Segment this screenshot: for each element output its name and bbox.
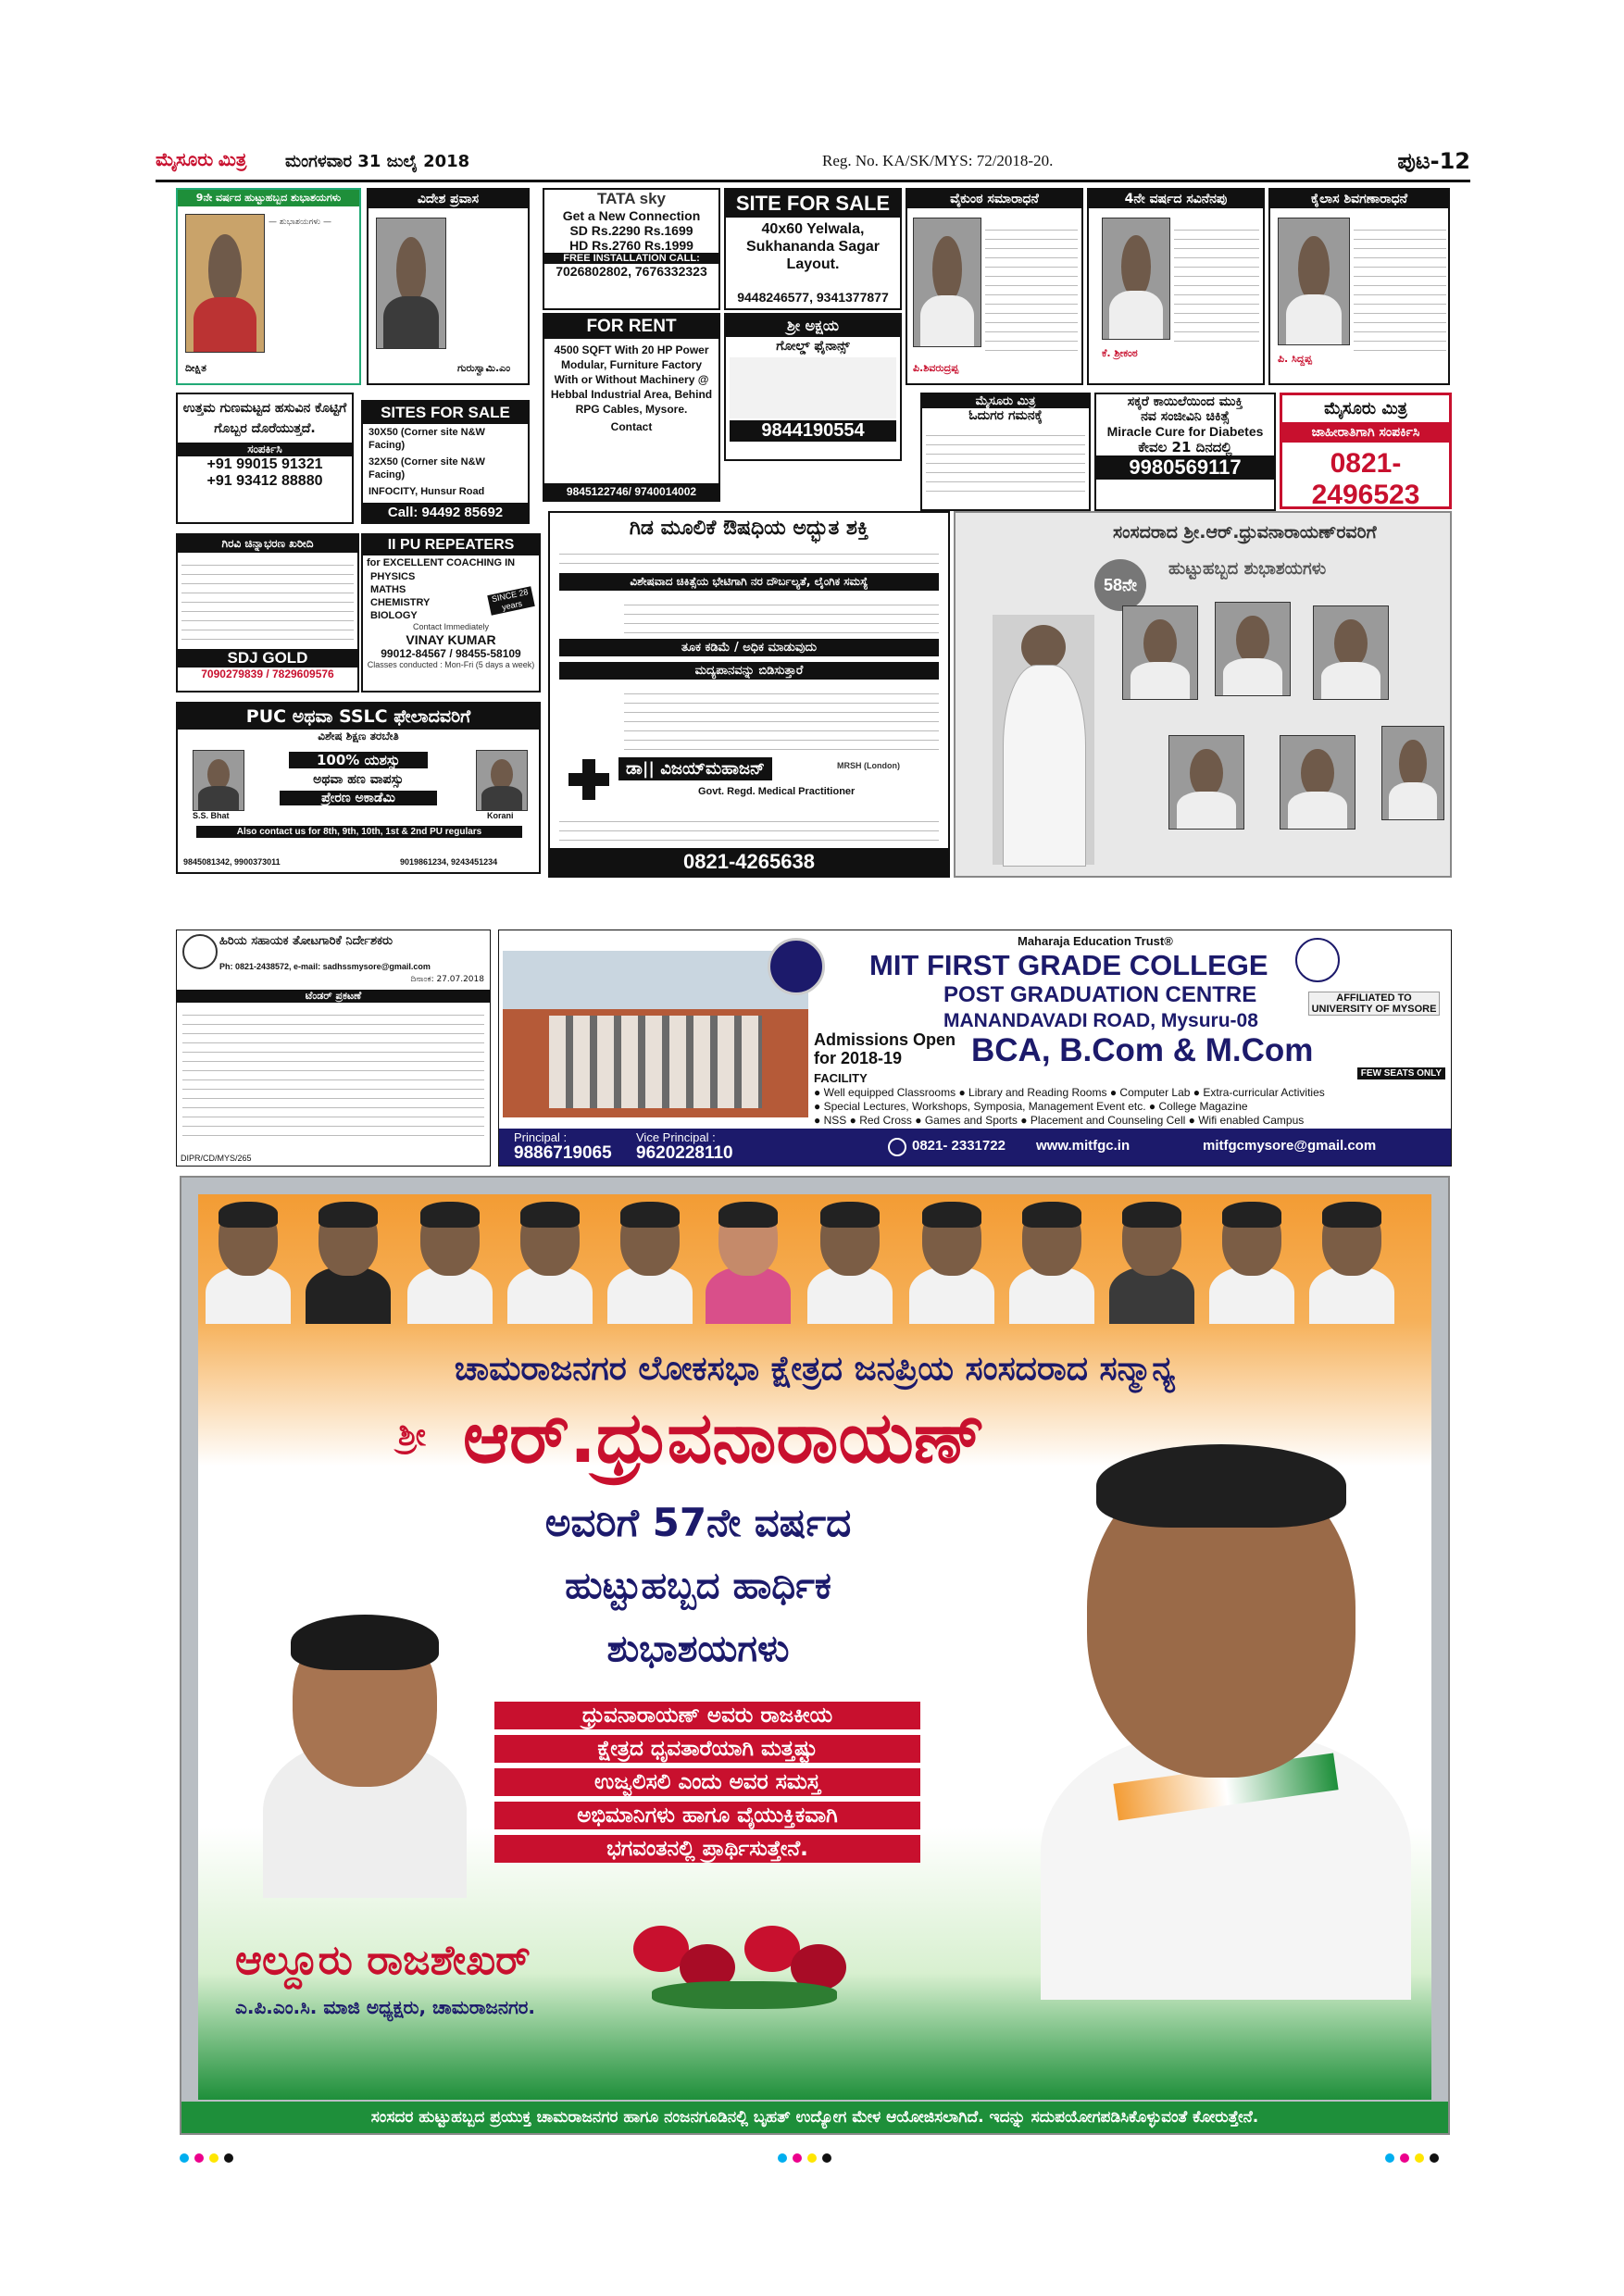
leader-photo [506,1194,594,1324]
ads-phone: 0821-2496523 [1311,448,1420,509]
rent-contact: Contact [610,420,653,433]
birthday-name: ದೀಕ್ಷಿತ [185,362,206,374]
leader-photo [1107,1194,1196,1324]
doctor-block [559,754,939,809]
doctor-name: ಡಾ|| ವಿಜಯ್‌ಮಹಾಜನ್ [618,757,772,780]
advertise-contact-ad [1280,393,1452,509]
diabetes-en: Miracle Cure for Diabetes [1106,424,1264,439]
tatasky-brand: TATA sky [597,190,666,207]
memorial-2-photo [1102,218,1170,340]
subject-item: BIOLOGY [370,610,418,621]
herbal-list-2 [624,685,939,750]
emblem-icon [182,934,218,969]
leader-photo [1207,1194,1296,1324]
abroad-title: ವಿದೇಶ ಪ್ರವಾಸ [369,190,528,208]
memorial-3-photo [1278,218,1350,345]
facility-item: ● Red Cross [849,1114,912,1127]
child-photo [185,214,265,353]
herbal-title: ಗಿಡ ಮೂಲಿಕೆ ಔಷಧಿಯ ಅದ್ಭುತ ಶಕ್ತಿ [629,517,869,540]
college-website[interactable]: www.mitfgc.in [1036,1138,1131,1154]
cross-icon [568,759,609,800]
tender-code: DIPR/CD/MYS/265 [181,1154,252,1163]
repeaters-note: Classes conducted : Mon-Fri (5 days a week) [367,660,535,669]
yellow-dot [807,2153,817,2163]
puc-academy: ಪ್ರೇರಣ ಅಕಾಡೆಮಿ [280,791,437,805]
leader-photo [806,1194,894,1324]
rent-body: 4500 SQFT With 20 HP Power Modular, Furniture Factory With or Without Machinery @ Hebbal Industrial Area, Behind RPG Cables, Mysore. [550,343,713,416]
puc-phones-1: 9845081342, 9900373011 [183,857,281,867]
memorial-ad-3 [1268,188,1450,385]
facility-item: ● Wifi enabled Campus [1188,1114,1305,1127]
leader-photo [704,1194,793,1324]
mit-name: MIT FIRST GRADE COLLEGE [869,949,1268,981]
sender-title: ಎ.ಪಿ.ಎಂ.ಸಿ. ಮಾಜಿ ಅಧ್ಯಕ್ಷರು, ಚಾಮರಾಜನಗರ. [235,1996,535,2018]
diabetes-phone: 9980569117 [1096,455,1274,480]
issue-date: ಮಂಗಳವಾರ 31 ಜುಲೈ 2018 [285,152,470,171]
met-logo-icon [1295,938,1340,982]
puc-sub: ವಿಶೇಷ ಶಿಕ್ಷಣ ತರಬೇತಿ [318,730,399,742]
leader-photo [907,1194,996,1324]
college-building-photo [503,951,808,1117]
abroad-ad [367,188,530,385]
puc-percent: 100% ಯಶಸ್ಸು [289,752,428,768]
leader-photo [1307,1194,1396,1324]
manure-contact: ಸಂಪರ್ಕಿಸಿ [178,443,352,456]
memorial-1-text [985,221,1078,351]
tatasky-free: FREE INSTALLATION CALL: [544,253,718,264]
manure-text: ಉತ್ತಮ ಗುಣಮಟ್ಟದ ಹಸುವಿನ ಕೊಟ್ಟಿಗೆ ಗೊಬ್ಬರ ದೊರೆಯುತ್ತದೆ. [182,401,347,436]
principal-phone: 9886719065 [514,1143,612,1163]
herbal-item: ತೂಕ ಕಡಿಮೆ / ಅಧಿಕ ಮಾಡುವುದು [559,639,939,656]
puc-contact: Also contact us for 8th, 9th, 10th, 1st & 2nd PU regulars [196,826,522,838]
mp-badge: 58ನೇ [1094,559,1146,611]
puc-coaching-ad [176,702,541,874]
tender-title: ಹಿರಿಯ ಸಹಾಯಕ ತೋಟಗಾರಿಕೆ ನಿರ್ದೇಶಕರು [219,934,393,948]
repeaters-sub: for EXCELLENT COACHING IN [367,557,516,568]
cyan-dot [778,2153,787,2163]
phone-icon [888,1138,906,1156]
tender-date: ದಿನಾಂಕ: 27.07.2018 [410,975,484,984]
sender-photo [244,1602,485,1898]
black-dot [224,2153,233,2163]
tender-body [182,1006,484,1143]
mit-trust: Maharaja Education Trust® [1018,934,1173,948]
wish-lines [494,1702,920,1868]
rent-ad [543,313,720,502]
mit-affiliation: AFFILIATED TO UNIVERSITY OF MYSORE [1308,992,1440,1016]
page-header [156,148,1470,178]
mit-few-seats: FEW SEATS ONLY [1357,1067,1445,1079]
page-number: ಪುಟ-12 [1397,148,1470,174]
leader-photo [1280,735,1355,830]
sdj-gold-ad [176,533,359,693]
banner-line-4: ಹುಟ್ಟುಹಬ್ಬದ ಹಾರ್ಧಿಕ [565,1565,831,1607]
memorial-ad-1 [906,188,1083,385]
leader-photo [1122,605,1198,700]
facility-item: ● Library and Reading Rooms [958,1086,1107,1099]
manure-ad [176,393,354,524]
header-rule [156,180,1470,182]
subject-item: CHEMISTRY [370,597,431,608]
birthday-ad [176,188,361,385]
black-dot [822,2153,831,2163]
facility-item: ● Computer Lab [1109,1086,1191,1099]
mitra-notice [920,393,1091,511]
leader-photo [1381,726,1444,820]
memorial-1-title: ವೈಕುಂಠ ಸಮಾರಾಧನೆ [907,190,1081,208]
notice-title: ಓದುಗರ ಗಮನಕ್ಕೆ [968,408,1043,423]
mp-title: ಸಂಸದರಾದ ಶ್ರೀ.ಆರ್.ಧ್ರುವನಾರಾಯಣ್‌ರವರಿಗೆ [1113,522,1377,543]
cyan-dot [180,2153,189,2163]
diabetes-ad [1094,393,1276,511]
tender-ph: Ph: 0821-2438572, e-mail: sadhssmysore@gmail.com [219,962,431,971]
memorial-ad-2 [1087,188,1265,385]
diabetes-sub: ನವ ಸಂಜೀವಿನಿ ಚಿಕಿತ್ಸೆ [1141,409,1230,424]
gold-finance-ad [724,313,902,461]
teacher-photo-left [193,750,244,811]
tatasky-phones: 7026802802, 7676332323 [556,264,707,279]
principal-label: Principal : [514,1130,568,1144]
sites-title: SITES FOR SALE [363,402,528,424]
leader-photo [204,1194,293,1324]
leader-photo [1168,735,1244,830]
memorial-2-name: ಕೆ. ಶ್ರೀಕಂಠ [1102,347,1138,359]
ads-title: ಜಾಹೀರಾತಿಗಾಗಿ ಸಂಪರ್ಕಿಸಿ [1282,422,1449,443]
vice-principal-label: Vice Principal : [636,1130,716,1144]
herbal-item: ಮದ್ಯಪಾನವನ್ನು ಬಿಡಿಸುತ್ತಾರೆ [559,662,939,680]
wish-line: ಕ್ಷೇತ್ರದ ಧೃವತಾರೆಯಾಗಿ ಮತ್ತಷ್ಟು [494,1735,920,1763]
sites-line-3: INFOCITY, Hunsur Road [369,486,485,497]
sdj-body [181,556,354,645]
birthday-text: — ಶುಭಾಶಯಗಳು — [269,218,332,227]
memorial-2-text [1174,221,1259,342]
sites-call: Call: 94492 85692 [363,503,528,522]
gold-sub: ಗೋಲ್ಡ್ ಫೈನಾನ್ಸ್ [776,339,850,354]
repeaters-ad [361,533,541,693]
repeaters-contact: Contact Immediately [412,622,490,631]
rent-phones: 9845122746/ 9740014002 [544,483,718,500]
tatasky-hd: HD Rs.2760 Rs.1999 [569,238,693,253]
tatasky-line1: Get a New Connection [562,208,701,223]
wish-line: ಉಜ್ವಲಿಸಲಿ ಎಂದು ಅವರ ಸಮಸ್ತ [494,1768,920,1796]
mp-subtitle: ಹುಟ್ಟುಹಬ್ಬದ ಶುಭಾಶಯಗಳು [1168,559,1327,579]
repeaters-phones: 99012-84567 / 98455-58109 [381,647,521,660]
banner-line-1: ಚಾಮರಾಜನಗರ ಲೋಕಸಭಾ ಕ್ಷೇತ್ರದ ಜನಪ್ರಿಯ ಸಂಸದರಾದ ಸನ್ಮಾನ್ಯ [454,1350,1176,1388]
diabetes-days: ಕೇವಲ 21 ದಿನದಲ್ಲಿ [1138,439,1232,455]
facility-item: ● Placement and Counseling Cell [1020,1114,1186,1127]
facility-item: ● Special Lectures, Workshops, Symposia, Management Event etc. [814,1100,1146,1113]
magenta-dot [793,2153,802,2163]
roses-image [624,1916,865,2028]
teacher-name-right: Korani [487,811,514,820]
notice-body [926,427,1085,492]
mit-facilities [814,1086,1443,1128]
sites-line-1: 30X50 (Corner site N&W Facing) [369,427,485,451]
magenta-dot [1400,2153,1409,2163]
leader-photo [1007,1194,1096,1324]
college-email[interactable]: mitfgcmysore@gmail.com [1203,1138,1377,1154]
facility-item: ● College Magazine [1148,1100,1248,1113]
herbal-phone: 0821-4265638 [550,848,948,876]
gold-desc [730,357,896,418]
gold-title: ಶ್ರೀ ಅಕ್ಷಯ [726,315,900,337]
memorial-3-title: ಕೈಲಾಸ ಶಿವಗಣಾರಾಧನೆ [1270,190,1448,208]
mit-admissions: Admissions Open for 2018-19 [814,1030,956,1067]
sites-line-2: 32X50 (Corner site N&W Facing) [369,456,485,480]
repeaters-name: VINAY KUMAR [406,632,496,647]
black-dot [1430,2153,1439,2163]
memorial-1-photo [913,218,981,347]
tatasky-sd: SD Rs.2290 Rs.1699 [569,223,693,238]
memorial-3-name: ಪಿ. ಸಿದ್ದಪ್ಪ [1278,353,1312,365]
gold-phone: 9844190554 [730,420,896,442]
doctor-reg: Govt. Regd. Medical Practitioner [698,786,856,797]
puc-or: ಅಥವಾ ಹಣ ವಾಪಸ್ಸು [313,772,404,787]
puc-title: PUC ಅಥವಾ SSLC ಫೇಲಾದವರಿಗೆ [178,704,539,730]
facility-item: ● Extra-curricular Activities [1193,1086,1325,1099]
wish-line: ಧ್ರುವನಾರಾಯಣ್ ಅವರು ರಾಜಕೀಯ [494,1702,920,1729]
magenta-dot [194,2153,204,2163]
banner-inner [198,1194,1431,2100]
banner-sri: ಶ್ರೀ [398,1416,426,1454]
banner-line-3: ಅವರಿಗೆ 57ನೇ ವರ್ಷದ [544,1500,852,1545]
wish-line: ಅಭಿಮಾನಿಗಳು ಹಾಗೂ ವೈಯುಕ್ತಿಕವಾಗಿ [494,1802,920,1829]
cyan-dot [1385,2153,1394,2163]
mit-logo-icon [768,938,825,995]
repeaters-title: II PU REPEATERS [363,535,539,555]
sender-name: ಆಲ್ದೂರು ರಾಜಶೇಖರ್ [235,1937,531,1984]
mit-footer-bar [499,1129,1451,1166]
sites-sale-ad [361,400,530,524]
site-sale-title: SITE FOR SALE [726,190,900,218]
facility-item: ● Well equipped Classrooms [814,1086,956,1099]
sdj-brand: SDJ GOLD [178,649,357,668]
teacher-name-left: S.S. Bhat [193,811,230,820]
yellow-dot [1415,2153,1424,2163]
since-badge: SINCE 28 years [487,586,535,615]
facility-item: ● Games and Sports [915,1114,1018,1127]
site-sale-phones: 9448246577, 9341377877 [737,290,889,305]
abroad-name: ಗುರುಸ್ವಾಮಿ.ಎಂ [457,362,511,374]
manure-phone-1: +91 99015 91321 [206,456,323,472]
notice-masthead: ಮೈಸೂರು ಮಿತ್ರ [922,394,1089,408]
banner-footer: ಸಂಸದರ ಹುಟ್ಟುಹಬ್ಬದ ಪ್ರಯುಕ್ತ ಚಾಮರಾಜನಗರ ಹಾಗೂ ನಂಜನಗೂಡಿನಲ್ಲಿ ಬೃಹತ್ ಉದ್ಯೋಗ ಮೇಳ ಆಯೋಜಿಸಲಾಗಿದೆ. ಇದನ್ನು ಸದುಪಯೋಗಪಡಿಸಿಕೊಳ್ಳುವಂತೆ ಕೋರುತ್ತೇನೆ. [181,2102,1448,2133]
yellow-dot [209,2153,219,2163]
birthday-banner [180,1176,1450,2135]
mit-pg: POST GRADUATION CENTRE [943,982,1257,1007]
leader-photo [1215,602,1291,696]
sdj-phones: 7090279839 / 7829609576 [201,668,334,680]
subject-item: PHYSICS [370,571,416,582]
subject-item: MATHS [370,584,406,595]
memorial-1-name: ಪಿ.ಶಿವರುದ್ರಪ್ಪ [913,362,959,374]
herbal-address [559,813,939,841]
herbal-intro [559,545,939,568]
teacher-photo-right [476,750,528,811]
sdj-title: ಗಿರವಿ ಚಿನ್ನಾಭರಣ ಖರೀದಿ [178,535,357,553]
leader-photo [304,1194,393,1324]
mp-standing-photo [993,615,1094,865]
mit-address: MANANDAVADI ROAD, Mysuru-08 [943,1010,1258,1031]
leaders-photo-row [204,1194,1431,1324]
registration-number: Reg. No. KA/SK/MYS: 72/2018-20. [822,152,1054,169]
rent-title: FOR RENT [544,315,718,339]
herbal-list [624,596,939,633]
herbal-medicine-ad [548,511,950,878]
vice-principal-phone: 9620228110 [636,1143,733,1163]
tatasky-ad [543,188,720,310]
doctor-degree: MRSH (London) [837,761,900,770]
mp-birthday-ad [954,511,1452,878]
leader-photo [1313,605,1389,700]
tender-notice-label: ಟೆಂಡರ್ ಪ್ರಕಟಣೆ [177,990,490,1003]
memorial-2-title: 4ನೇ ವರ್ಷದ ಸವಿನೆನಪು [1089,190,1263,208]
mit-facility-label: FACILITY [814,1071,868,1085]
banner-line-5: ಶುಭಾಶಯಗಳು [606,1628,790,1670]
mp-photo [1013,1426,1430,2000]
memorial-3-text [1354,221,1446,351]
manure-phone-2: +91 93412 88880 [206,473,323,489]
leader-photo [406,1194,494,1324]
masthead: ಮೈಸೂರು ಮಿತ್ರ [156,150,247,170]
banner-name: ಆರ್.ಧ್ರುವನಾರಾಯಣ್ [463,1396,985,1479]
site-sale-body: 40x60 Yelwala, Sukhananda Sagar Layout. [745,221,881,272]
birthday-title: 9ನೇ ವರ್ಷದ ಹುಟ್ಟುಹಬ್ಬದ ಶುಭಾಶಯಗಳು [178,190,359,206]
mit-courses: BCA, B.Com & M.Com [971,1032,1314,1068]
person-photo [376,218,446,349]
ads-masthead: ಮೈಸೂರು ಮಿತ್ರ [1324,399,1407,418]
leader-photo [606,1194,694,1324]
site-sale-ad [724,188,902,310]
puc-phones-2: 9019861234, 9243451234 [400,857,498,867]
mit-college-ad [498,930,1452,1167]
herbal-item: ವಿಶೇಷವಾದ ಚಿಕಿತ್ಸೆಯ ಭೇಟಿಗಾಗಿ ನರ ದೌರ್ಬಲ್ಯತೆ, ಲೈಂಗಿಕ ಸಮಸ್ಯೆ [559,573,939,591]
college-phone: 0821- 2331722 [912,1138,1006,1154]
facility-item: ● NSS [814,1114,847,1127]
tender-notice [176,930,491,1167]
diabetes-title: ಸಕ್ಕರೆ ಕಾಯಿಲೆಯಿಂದ ಮುಕ್ತಿ [1127,394,1243,409]
wish-line: ಭಗವಂತನಲ್ಲಿ ಪ್ರಾರ್ಥಿಸುತ್ತೇನೆ. [494,1835,920,1863]
